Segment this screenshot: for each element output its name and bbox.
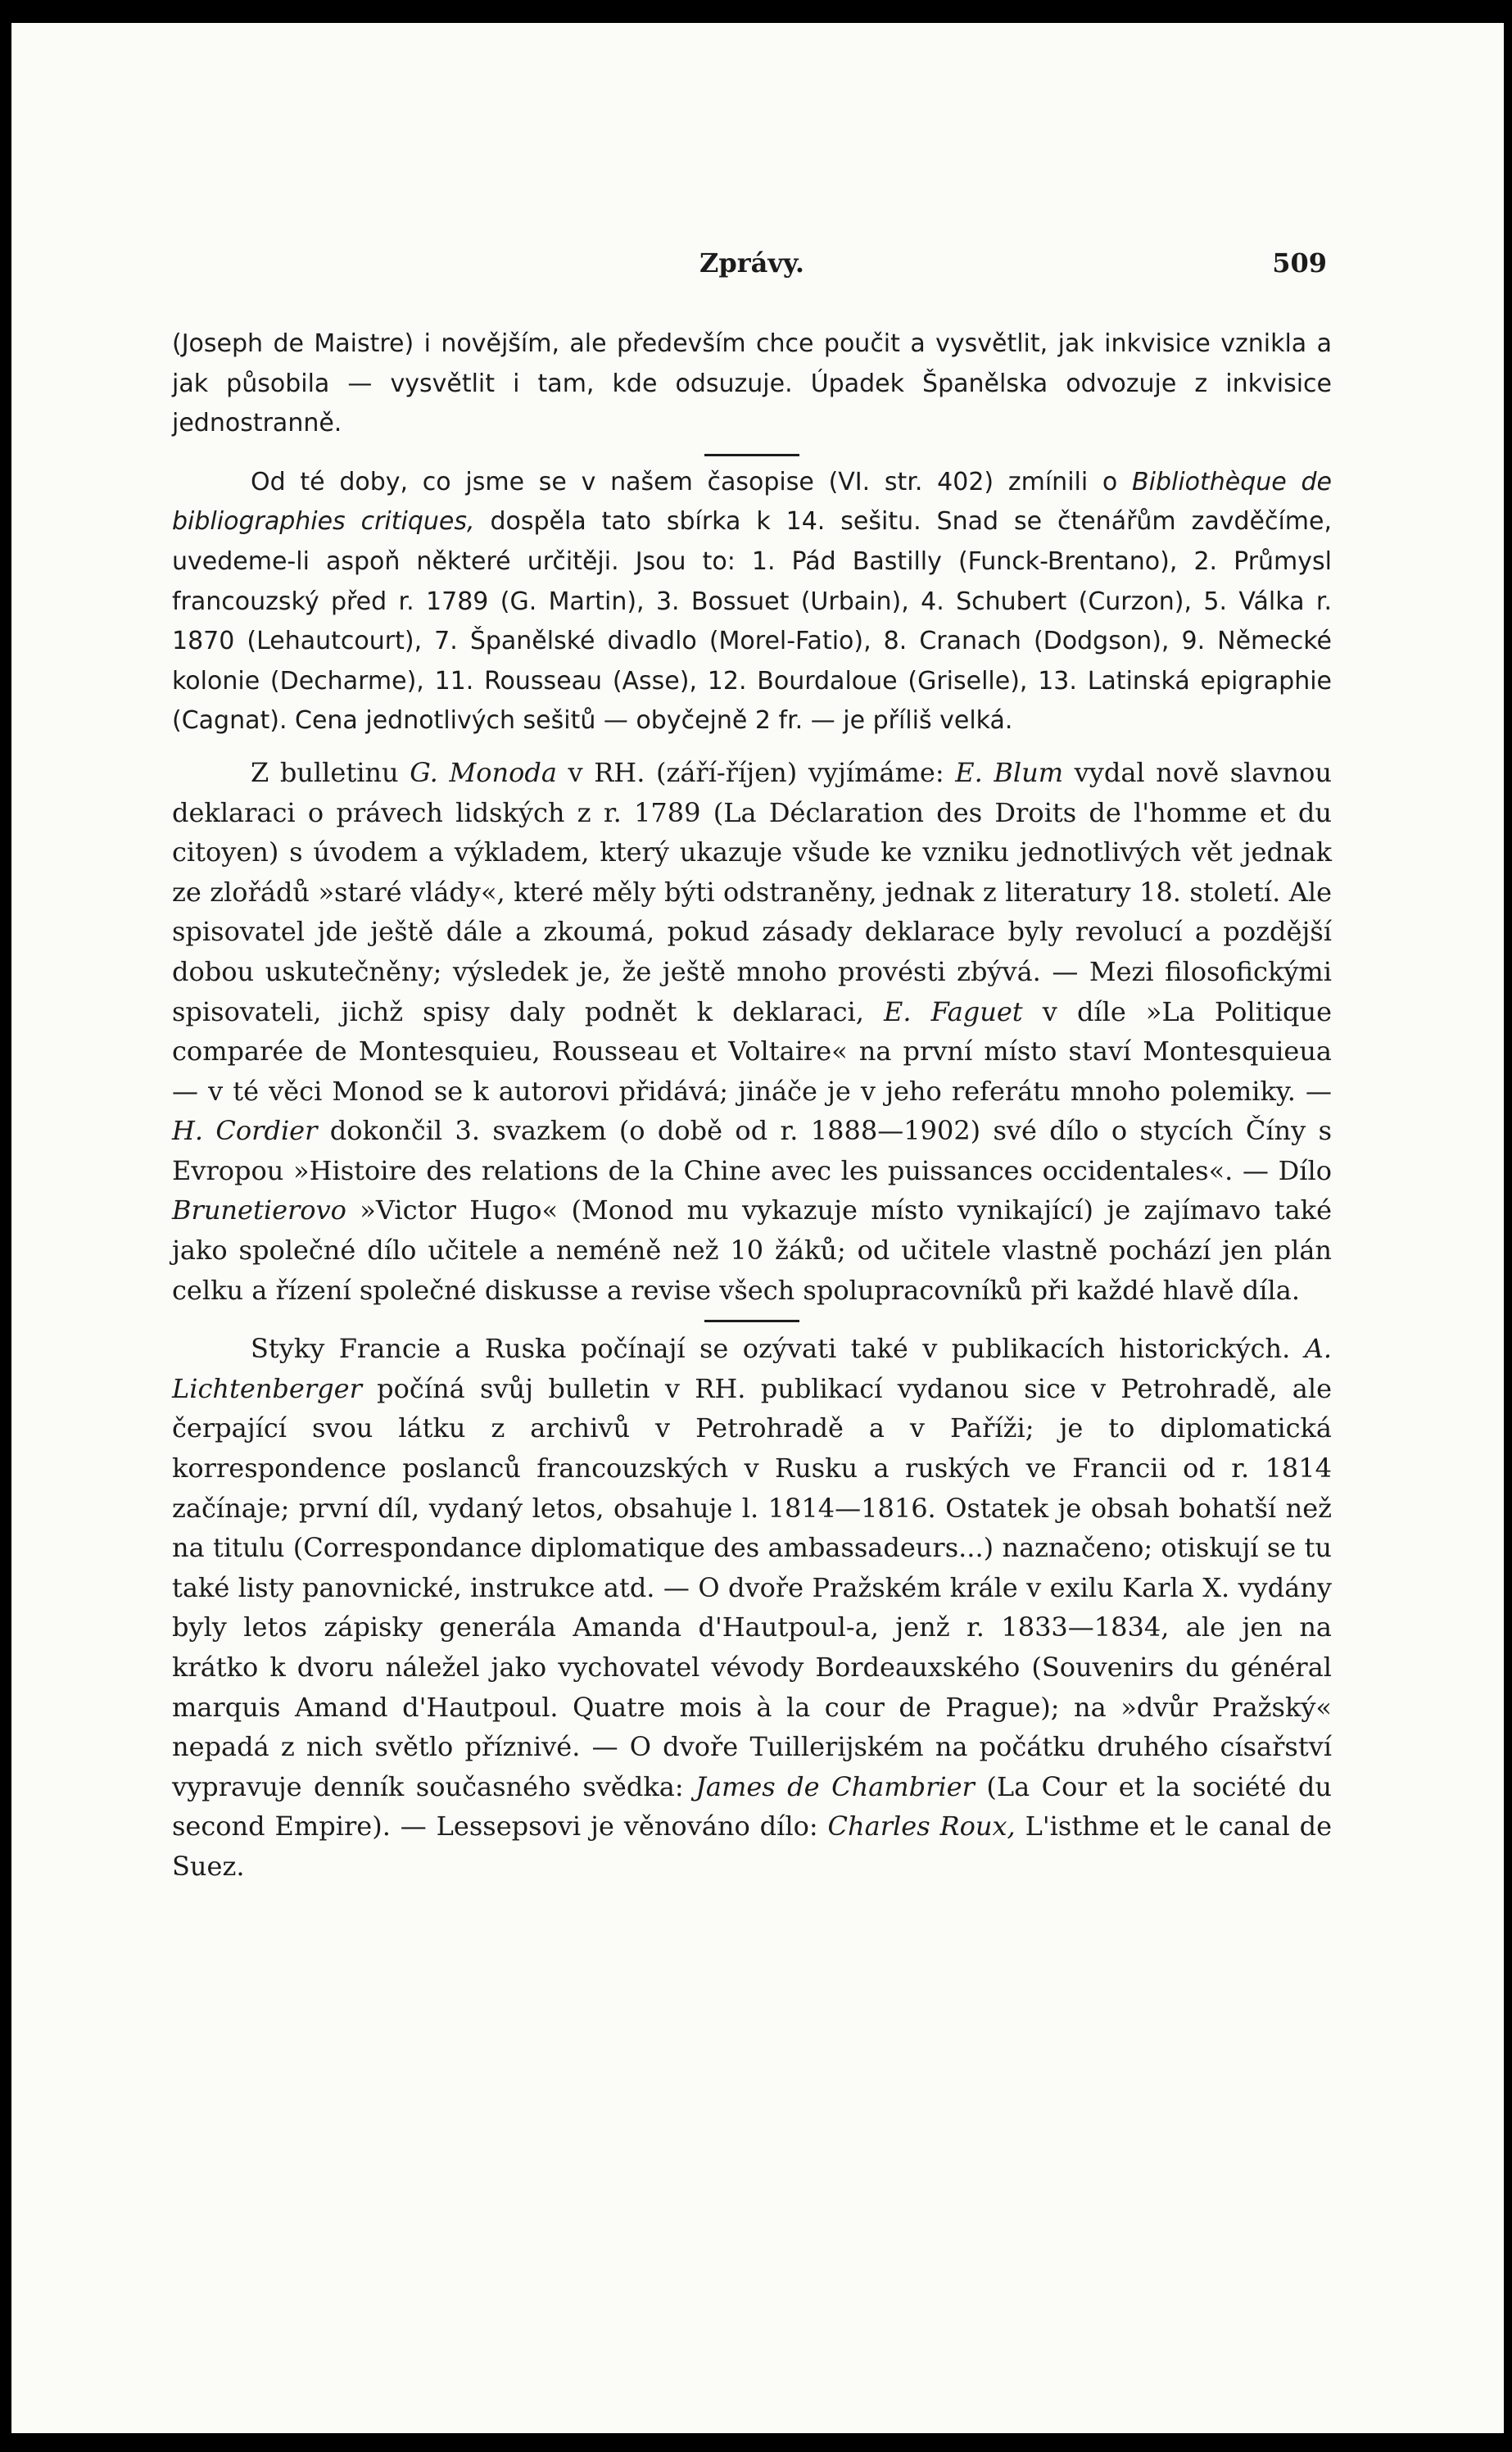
paragraph-4-text: Styky Francie a Ruska počínají se ozývati také v publikacích historických. — [251, 1333, 1305, 1365]
author-name: G. Monoda — [410, 756, 557, 788]
paragraph-2-text-before: Od té doby, co jsme se v našem časopise (VI. str. 402) zmínili o — [251, 467, 1133, 496]
paragraph-2-series-title: Bibliothèque de bibliographies critiques, — [172, 467, 1332, 537]
author-name: Charles Roux, — [827, 1811, 1016, 1842]
paragraph-3-text: v RH. (září-říjen) vyjímáme: — [556, 756, 956, 788]
author-name: Brunetierovo — [172, 1194, 346, 1226]
article-body — [172, 242, 1332, 1887]
paragraph-3-text: »Victor Hugo« (Monod mu vykazuje místo vynikající) je zajímavo také jako společné dílo učitele a neméně než 10 žáků; od učitele vlastně pochází jen plán celku a řízení společné diskusse a revise všech spolupracovníků při každé hlavě díla. — [172, 1194, 1332, 1306]
paragraph-2-text-after: dospěla tato sbírka k 14. sešitu. Snad se čtenářům zavděčíme, uvedeme-li aspoň některé určitěji. Jsou to: 1. Pád Bastilly (Funck-Brentano), 2. Průmysl francouzský před r. 1789 (G. Martin), 3. Bossuet (Urbain), 4. Schubert (Curzon), 5. Válka r. 1870 (Lehautcourt), 7. Španělské divadlo (Morel-Fatio), 8. Cranach (Dodgson), 9. Německé kolonie (Decharme), 11. Rousseau (Asse), 12. Bourdaloue (Griselle), 13. Latinská epigraphie (Cagnat). Cena jednotlivých sešitů — obyčejně 2 fr. — je příliš velká. — [172, 507, 1332, 736]
paragraph-3-text: vydal nově slavnou deklaraci o právech lidských z r. 1789 (La Déclaration des Droits de l'homme et du citoyen) s úvodem a výkladem, který ukazuje všude ke vzniku jednotlivých vět jednak ze zlořádů »staré vlády«, které měly býti odstraněny, jednak z literatury 18. století. Ale spisovatel jde ještě dále a zkoumá, pokud zásady deklarace byly revolucí a pozdější dobou uskutečněny; výsledek je, že ještě mnoho provésti zbývá. — Mezi filosofickými spisovateli, jichž spisy daly podnět k deklaraci, — [172, 756, 1333, 1027]
paragraph-4-text: počíná svůj bulletin v RH. publikací vydanou sice v Petrohradě, ale čerpající svou látku z archivů v Petrohradě a v Paříži; je to diplomatická korrespondence poslanců francouzských v Rusku a ruských ve Francii od r. 1814 začínaje; první díl, vydaný letos, obsahuje l. 1814—1816. Ostatek je obsah bohatší než na titulu (Correspondance diplomatique des ambassadeurs...) naznačeno; otiskují se tu také listy panovnické, instrukce atd. — O dvoře Pražském krále v exilu Karla X. vydány byly letos zápisky generála Amanda d'Hautpoul-a, jenž r. 1833—1834, ale jen na krátko k dvoru náležel jako vychovatel vévody Bordeauxského (Souvenirs du général marquis Amand d'Hautpoul. Quatre mois à la cour de Prague); na »dvůr Pražský« nepadá z nich světlo příznivé. — O dvoře Tuillerijském na počátku druhého císařství vypravuje denník současného svědka: — [172, 1372, 1332, 1802]
author-name: James de Chambrier — [695, 1770, 975, 1802]
paragraph-2 — [172, 463, 1332, 741]
paragraph-4 — [172, 1329, 1332, 1886]
section-title: Zprávy. — [699, 247, 804, 279]
section-divider — [704, 454, 799, 456]
page-number: 509 — [1272, 247, 1327, 279]
paragraph-4-text: L'isthme et le canal de Suez. — [172, 1811, 1333, 1882]
paragraph-3-text: Z bulletinu — [251, 756, 410, 788]
paragraph-3-text: dokončil 3. svazkem (o době od r. 1888—1902) své dílo o stycích Číny s Evropou »Histoire des relations de la Chine avec les puissances occidentales«. — Dílo — [172, 1115, 1333, 1186]
section-divider — [704, 1320, 799, 1322]
paragraph-3 — [172, 753, 1332, 1310]
author-name: E. Blum — [955, 756, 1064, 788]
author-name: A. Lichtenberger — [172, 1333, 1332, 1404]
author-name: H. Cordier — [172, 1115, 318, 1147]
paragraph-3-text: v díle »La Politique comparée de Montesquieu, Rousseau et Voltaire« na první místo staví Montesquieua — v té věci Monod se k autorovi přidává; jináče je v jeho referátu mnoho polemiky. — — [172, 995, 1333, 1107]
paragraph-4-text: (La Cour et la société du second Empire). — Lessepsovi je věnováno dílo: — [172, 1770, 1332, 1842]
paragraph-1-text: (Joseph de Maistre) i novějším, ale především chce poučit a vysvětlit, jak inkvisice vznikla a jak působila — vysvětlit i tam, kde odsuzuje. Úpadek Španělska odvozuje z inkvisice jednostranně. — [172, 329, 1332, 438]
paragraph-1 — [172, 324, 1332, 444]
author-name: E. Faguet — [884, 995, 1023, 1027]
